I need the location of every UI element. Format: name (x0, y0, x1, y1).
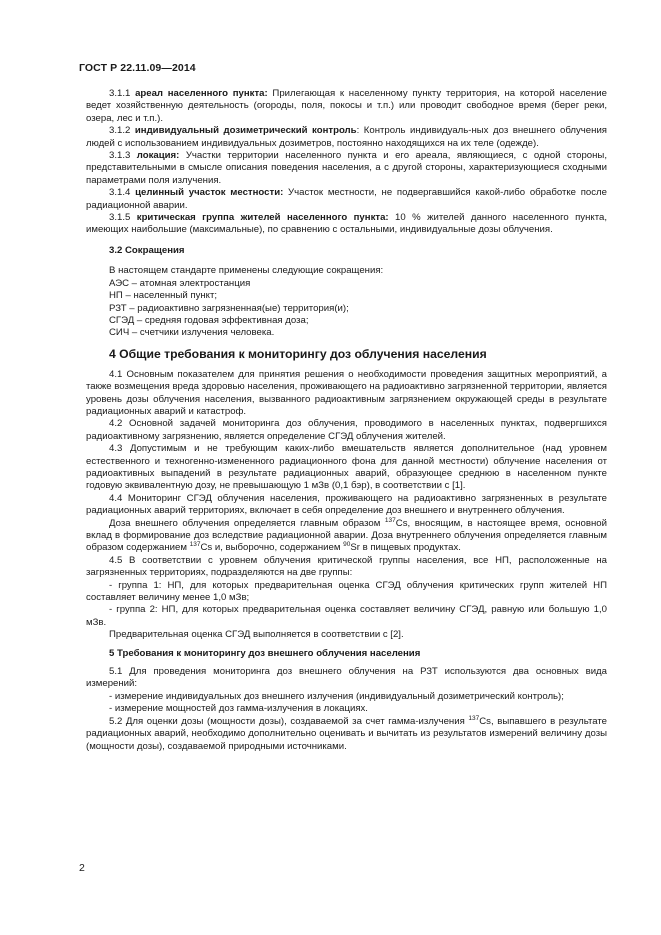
definition-3-1-1 (86, 88, 607, 125)
abbreviation-item: СГЭД – средняя годовая эффективная доза; (109, 314, 309, 326)
abbreviation-item: РЗТ – радиоактивно загрязненная(ые) территория(и); (109, 302, 349, 314)
definition-term: локация: (136, 150, 180, 162)
definition-text: Прилегающая к населенному пункту территория, на которой население ведет хозяйственную деятельность (огороды, поля, покосы и т.п.) или проводит свободное время (берег реки, озера, лес и т.п.). (86, 88, 607, 124)
paragraph-5-1: 5.1 Для проведения мониторинга доз внешнего облучения на РЗТ используются два основных вида измерений: (86, 666, 607, 690)
document-header: ГОСТ Р 22.11.09—2014 (79, 62, 196, 74)
isotope-mass-number: 137 (384, 516, 396, 524)
list-item-individual-doses: - измерение индивидуальных доз внешнего излучения (индивидуальный дозиметрический контроль); (109, 690, 564, 702)
paragraph-4-4: 4.4 Мониторинг СГЭД облучения населения, проживающего на радиоактивно загрязненных в результате радиационных аварий территориях, включает в себя определение доз внешнего и внутреннего облучения. (86, 492, 607, 517)
isotope-mass-number: 90 (343, 541, 351, 549)
list-item-dose-rates: - измерение мощностей доз гамма-излучения в локациях. (109, 703, 368, 715)
definition-3-1-5 (86, 212, 607, 237)
definition-term: индивидуальный дозиметрический контроль (134, 125, 357, 137)
abbreviation-item: СИЧ – счетчики излучения человека. (109, 327, 275, 339)
definition-term: целинный участок местности: (135, 187, 284, 199)
text-run: Sr в пищевых продуктах. (350, 542, 461, 554)
abbreviation-item: АЭС – атомная электростанция (109, 277, 251, 289)
page-number: 2 (79, 862, 85, 874)
paragraph-4-4-doses (86, 518, 607, 555)
definition-number: 3.1.3 (109, 150, 131, 162)
text-run: Cs и, выборочно, содержанием (200, 542, 344, 554)
text-run: Cs, выпавшего в результате радиационных аварий, необходимо дополнительно оценивать и вычитать из результатов измерений величину дозы (мощности дозы), создаваемой природными источниками. (86, 715, 607, 752)
list-item-group-1: - группа 1: НП, для которых предварительная оценка СГЭД облучения критических групп жителей НП составляет величину менее 1,0 мЗв; (86, 579, 607, 604)
definition-text: Участки территории населенного пункта и его ареала, являющиеся, с одной стороны, представительными в смысле описания поведения населения, а с другой стороны, характеризующиеся сходными параметрами поля излучения. (86, 150, 607, 186)
definition-3-1-4 (86, 187, 607, 212)
definition-text: Участок местности, не подвергавшийся какой-либо обработке после радиационной аварии. (86, 187, 607, 211)
paragraph-5-2 (86, 716, 607, 753)
isotope-mass-number: 137 (468, 714, 480, 722)
paragraph-4-1: 4.1 Основным показателем для принятия решения о необходимости проведения защитных мероприятий, а также возмещения вреда здоровью населения, проживающего на радиоактивно загрязненной территории, является уровень дозы облучения населения, вызванного радиоактивным загрязнением окружающей среды в результате радиационных аварий и катастроф. (86, 368, 607, 417)
definition-number: 3.1.2 (109, 125, 131, 137)
definition-text: : Контроль индивидуаль-ных доз внешнего облучения людей с использованием индивидуальных дозиметров, постоянно находящихся на их теле (одежде). (86, 125, 607, 149)
isotope-mass-number: 137 (189, 541, 201, 549)
paragraph-4-2: 4.2 Основной задачей мониторинга доз облучения, проводимого в населенных пунктах, подвергшихся радиоактивному загрязнению, является определение СГЭД облучения жителей. (86, 418, 607, 442)
definition-term: ареал населенного пункта: (135, 88, 268, 99)
text-run: 5.2 Для оценки дозы (мощности дозы), создаваемой за счет гамма-излучения (109, 715, 469, 727)
definition-number: 3.1.5 (109, 212, 131, 224)
text-run: Cs, вносящим, в настоящее время, основной вклад в формирование доз вследствие радиационной аварии. Доза внутреннего облучения определяется главным образом содержанием (86, 517, 607, 554)
section-heading-4: 4 Общие требования к мониторингу доз облучения населения (109, 346, 487, 361)
text-run: Доза внешнего облучения определяется главным образом (109, 517, 385, 529)
definition-number: 3.1.4 (109, 187, 131, 199)
section-heading-3-2: 3.2 Сокращения (109, 244, 185, 256)
paragraph-4-3: 4.3 Допустимым и не требующим каких-либо вмешательств является дополнительное (над уровнем естественного и техногенно-измененного радиационного фона для данной местности) облучение населения от радиоактивных выпадений в результате радиационных аварий, образующее среднюю в населенном пункте годовую эквивалентную дозу, не превышающую 1 мЗв (0,1 бэр), в соответствии с [1]. (86, 443, 607, 492)
section-heading-5: 5 Требования к мониторингу доз внешнего облучения населения (109, 647, 421, 659)
definition-number: 3.1.1 (109, 88, 131, 99)
definition-3-1-2 (86, 125, 607, 150)
document-body (86, 88, 607, 753)
abbreviations-intro: В настоящем стандарте применены следующие сокращения: (109, 265, 384, 277)
definition-3-1-3 (86, 150, 607, 187)
list-item-group-2: - группа 2: НП, для которых предварительная оценка составляет величину СГЭД, равную или большую 1,0 мЗв. (86, 604, 607, 628)
definition-term: критическая группа жителей населенного пункта: (136, 212, 389, 224)
definition-text: 10 % жителей данного населенного пункта, имеющих наибольшие (максимальные), по сравнению с остальными, индивидуальные дозы облучения. (86, 212, 607, 236)
abbreviation-item: НП – населенный пункт; (109, 290, 218, 302)
paragraph-4-5: 4.5 В соответствии с уровнем облучения критической группы населения, все НП, расположенные на загрязненных территориях, подразделяются на две группы: (86, 554, 607, 579)
paragraph-4-5-note: Предварительная оценка СГЭД выполняется в соответствии с [2]. (109, 629, 404, 641)
